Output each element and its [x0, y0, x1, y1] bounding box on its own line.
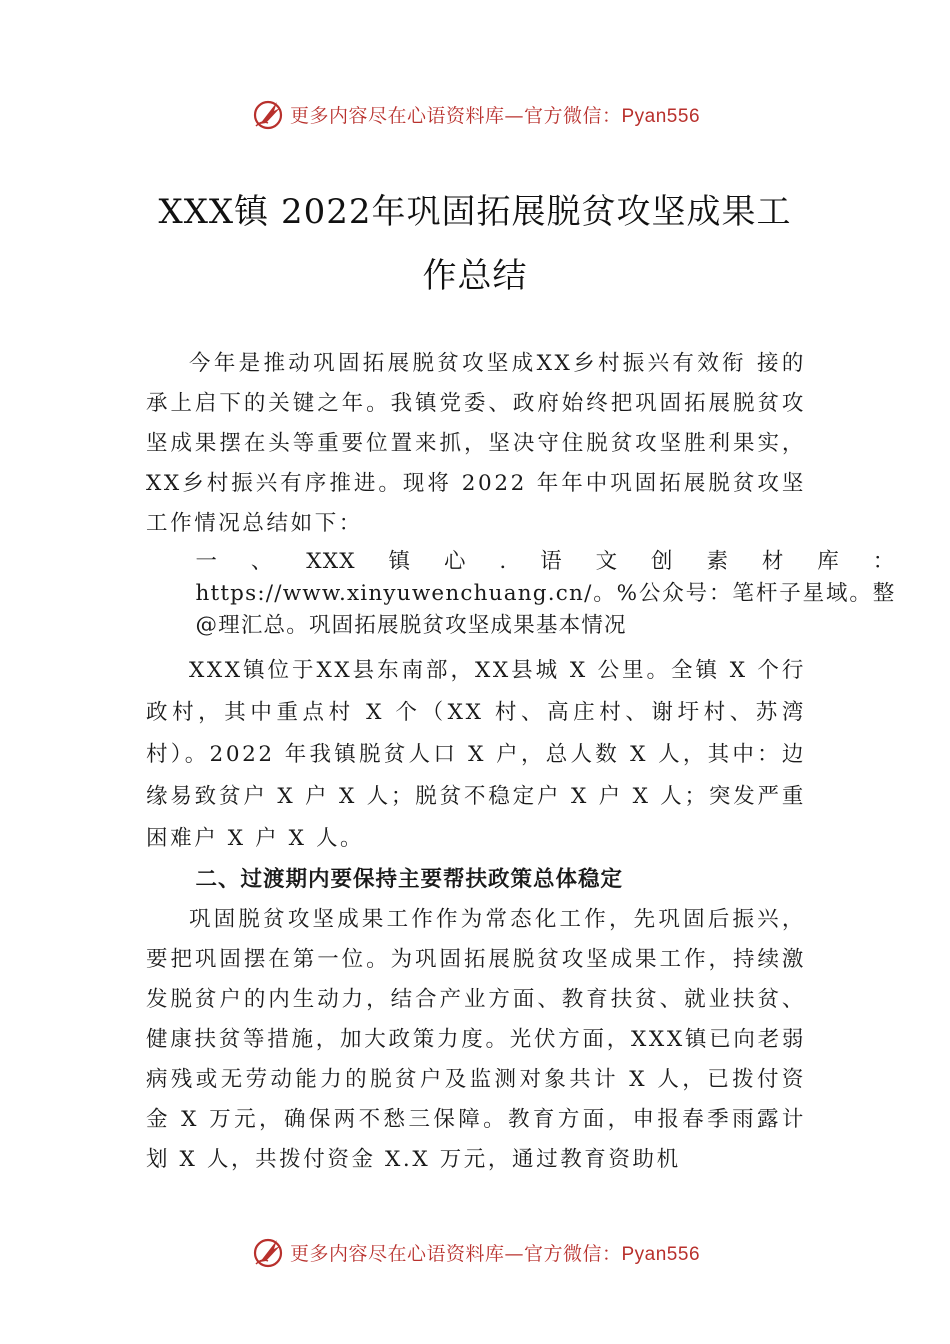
header-banner — [0, 94, 950, 134]
document-body — [146, 344, 896, 1180]
section-1-heading: 一、XXX镇心.语文创素材库：https://www.xinyuwenchuang.cn/。%公众号：笔杆子星域。整@理汇总。巩固拓展脱贫攻坚成果基本情况 — [195, 549, 896, 638]
section-2-heading: 二、过渡期内要保持主要帮扶政策总体稳定 — [195, 867, 623, 892]
banner-text: 更多内容尽在心语资料库—官方微信：Pyan556 — [289, 104, 701, 127]
paragraph-basic-info: XXX镇位于XX县东南部，XX县城 X 公里。全镇 X 个行政村，其中重点村 X 个（XX 村、高庄村、谢圩村、苏湾村）。2022 年我镇脱贫人口 X 户，总人数 X 人，其中：边缘易致贫户 X 户 X 人；脱贫不稳定户 X 户 X 人；突发严重困难户 X 户 X 人。 — [146, 658, 806, 851]
document-title — [110, 180, 840, 308]
title-line-2: 作总结 — [422, 256, 528, 296]
quill-circle-icon — [250, 1234, 286, 1270]
footer-banner — [0, 1232, 950, 1272]
quill-circle-icon — [250, 96, 286, 132]
paragraph-policy: 巩固脱贫攻坚成果工作作为常态化工作，先巩固后振兴，要把巩固摆在第一位。为巩固拓展脱贫攻坚成果工作，持续激发脱贫户的内生动力，结合产业方面、教育扶贫、就业扶贫、健康扶贫等措施，加大政策力度。光伏方面，XXX镇已向老弱病残或无劳动能力的脱贫户及监测对象共计 X 人，已拨付资金 X 万元，确保两不愁三保障。教育方面，申报春季雨露计划 X 人，共拨付资金 X.X 万元，通过教育资助机 — [146, 907, 806, 1172]
title-line-1: XXX镇 2022年巩固拓展脱贫攻坚成果工 — [158, 192, 792, 232]
paragraph-intro: 今年是推动巩固拓展脱贫攻坚成XX乡村振兴有效衔 接的承上启下的关键之年。我镇党委、政府始终把巩固拓展脱贫攻坚成果摆在头等重要位置来抓，坚决守住脱贫攻坚胜利果实，XX乡村振兴有序推进。现将 2022 年年中巩固拓展脱贫攻坚工作情况总结如下： — [146, 351, 806, 536]
banner-text: 更多内容尽在心语资料库—官方微信：Pyan556 — [289, 1242, 701, 1265]
